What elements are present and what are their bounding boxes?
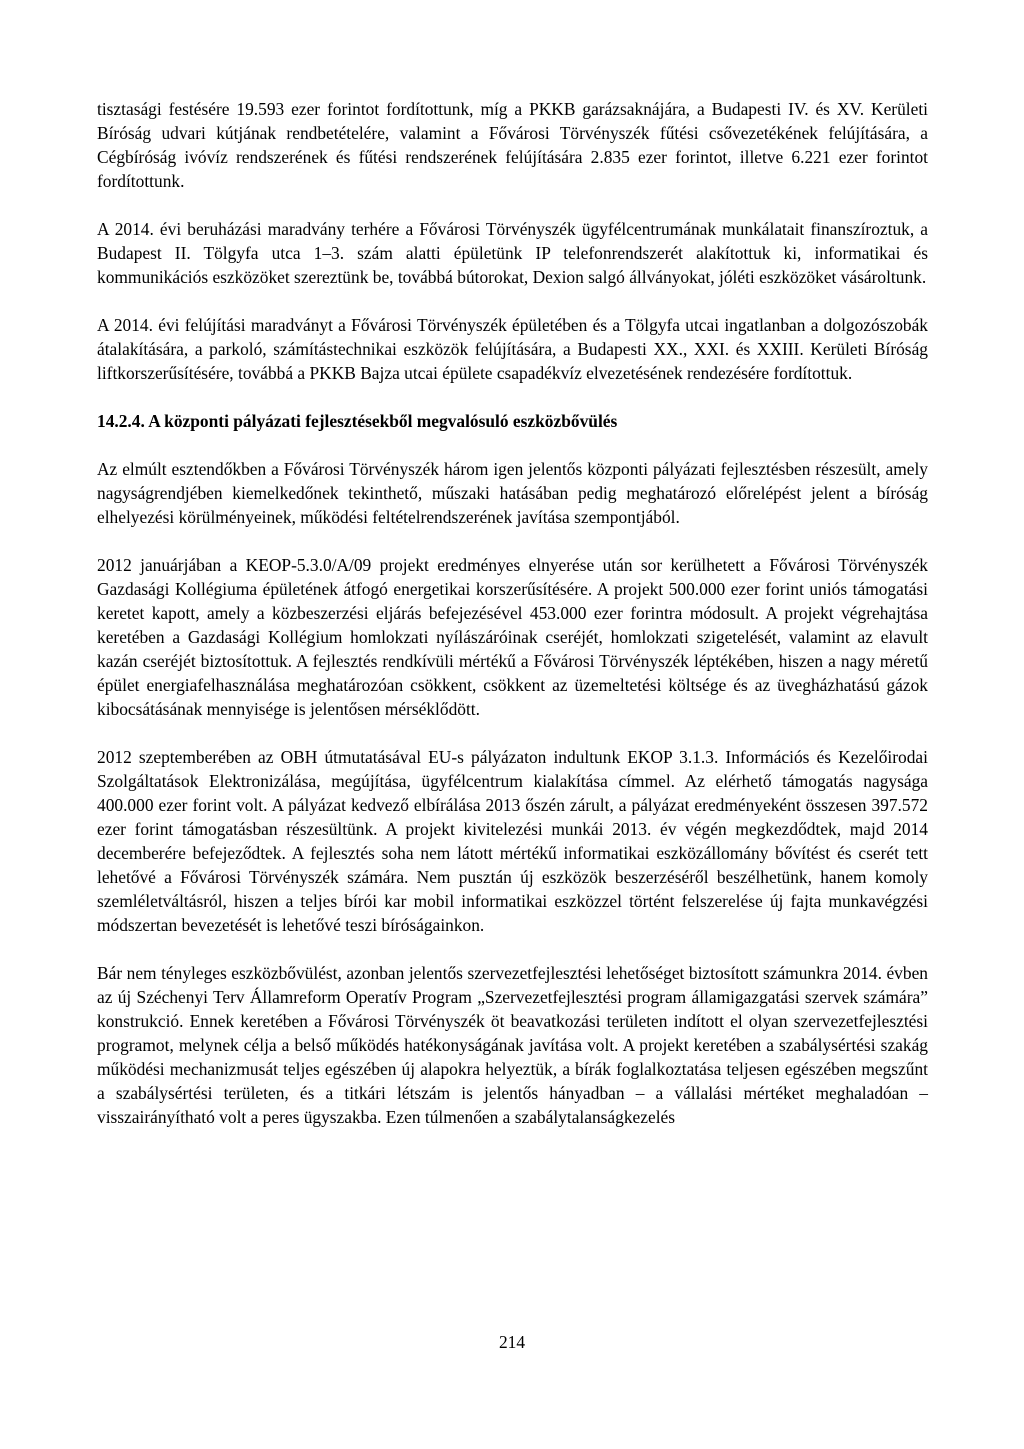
section-heading: 14.2.4. A központi pályázati fejlesztésekből megvalósuló eszközbővülés: [97, 411, 618, 431]
paragraph-organizational-development: Bár nem tényleges eszközbővülést, azonban jelentős szervezetfejlesztési lehetőséget biztosított számunkra 2014. évben az új Széchenyi Terv Államreform Operatív Program „Szervezetfejlesztési program államigazgatási szervek számára” konstrukció. Ennek keretében a Fővárosi Törvényszék öt beavatkozási területen indított el olyan szervezetfejlesztési programot, melynek célja a belső működés hatékonyságának javítása volt. A projekt keretében a szabálysértési szakág működési mechanizmusát teljes egészében új alapokra helyeztük, a bírák foglalkoztatása teljesen egészében megszűnt a szabálysértési területen, és a titkári létszám is jelentős hányadban – a vállalási mértéket meghaladóan – visszairányítható volt a peres ügyszakba. Ezen túlmenően a szabálytalanságkezelés: [97, 963, 928, 1127]
paragraph-investment-remainder: A 2014. évi beruházási maradvány terhére a Fővárosi Törvényszék ügyfélcentrumának munkálatait finanszíroztuk, a Budapest II. Tölgyfa utca 1–3. szám alatti épületünk IP telefonrendszerét alakítottuk ki, informatikai és kommunikációs eszközöket szereztünk be, továbbá bútorokat, Dexion salgó állványokat, jóléti eszközöket vásároltunk.: [97, 219, 928, 287]
paragraph-ekop-project: 2012 szeptemberében az OBH útmutatásával EU-s pályázaton indultunk EKOP 3.1.3. Információs és Kezelőirodai Szolgáltatások Elektronizálása, megújítása, ügyfélcentrum kialakítása címmel. Az elérhető támogatás nagysága 400.000 ezer forint volt. A pályázat kedvező elbírálása 2013 őszén zárult, a pályázat eredményeként összesen 397.572 ezer forint támogatásban részesültünk. A projekt kivitelezési munkái 2013. év végén megkezdődtek, majd 2014 decemberére befejeződtek. A fejlesztés soha nem látott mértékű informatikai eszközállomány bővítést és cserét tett lehetővé a Fővárosi Törvényszék számára. Nem pusztán új eszközök beszerzéséről beszélhetünk, hanem komoly szemléletváltásról, hiszen a teljes bírói kar mobil informatikai eszközzel történt felszerelése új fajta munkavégzési módszertan bevezetését is lehetővé teszi bíróságainkon.: [97, 747, 928, 935]
page-number: 214: [498, 1332, 526, 1352]
paragraph-central-tender-intro: Az elmúlt esztendőkben a Fővárosi Törvényszék három igen jelentős központi pályázati fejlesztésben részesült, amely nagyságrendjében kiemelkedőnek tekinthető, műszaki hatásában pedig meghatározó előrelépést jelent a bíróság elhelyezési körülményeinek, működési feltételrendszerének javítása szempontjából.: [97, 459, 928, 527]
paragraph-keop-project: 2012 januárjában a KEOP-5.3.0/A/09 projekt eredményes elnyerése után sor kerülhetett a Fővárosi Törvényszék Gazdasági Kollégiuma épületének átfogó energetikai korszerűsítésére. A projekt 500.000 ezer forint uniós támogatási keretet kapott, amely a közbeszerzési eljárás befejezésével 453.000 ezer forintra módosult. A projekt végrehajtása keretében a Gazdasági Kollégium homlokzati nyílászáróinak cseréjét, homlokzati szigetelését, valamint az elavult kazán cseréjét biztosítottuk. A fejlesztés rendkívüli mértékű a Fővárosi Törvényszék léptékében, hiszen a nagy méretű épület energiafelhasználása meghatározóan csökkent, csökkent az üzemeltetési költsége és az üvegházhatású gázok kibocsátásának mennyisége is jelentősen mérséklődött.: [97, 555, 928, 719]
paragraph-facility-renovation-costs: tisztasági festésére 19.593 ezer forintot fordítottunk, míg a PKKB garázsaknájára, a Budapesti IV. és XV. Kerületi Bíróság udvari kútjának rendbetételére, valamint a Fővárosi Törvényszék fűtési csővezetékének felújítására, a Cégbíróság ivóvíz rendszerének és fűtési rendszerének felújítására 2.835 ezer forintot, illetve 6.221 ezer forintot fordítottunk.: [97, 99, 928, 191]
document-page: [97, 97, 928, 1153]
paragraph-renovation-remainder: A 2014. évi felújítási maradványt a Fővárosi Törvényszék épületében és a Tölgyfa utcai ingatlanban a dolgozószobák átalakítására, a parkoló, számítástechnikai eszközök felújítására, a Budapesti XX., XXI. és XXIII. Kerületi Bíróság liftkorszerűsítésére, továbbá a PKKB Bajza utcai épülete csapadékvíz elvezetésének rendezésére fordítottuk.: [97, 315, 928, 383]
